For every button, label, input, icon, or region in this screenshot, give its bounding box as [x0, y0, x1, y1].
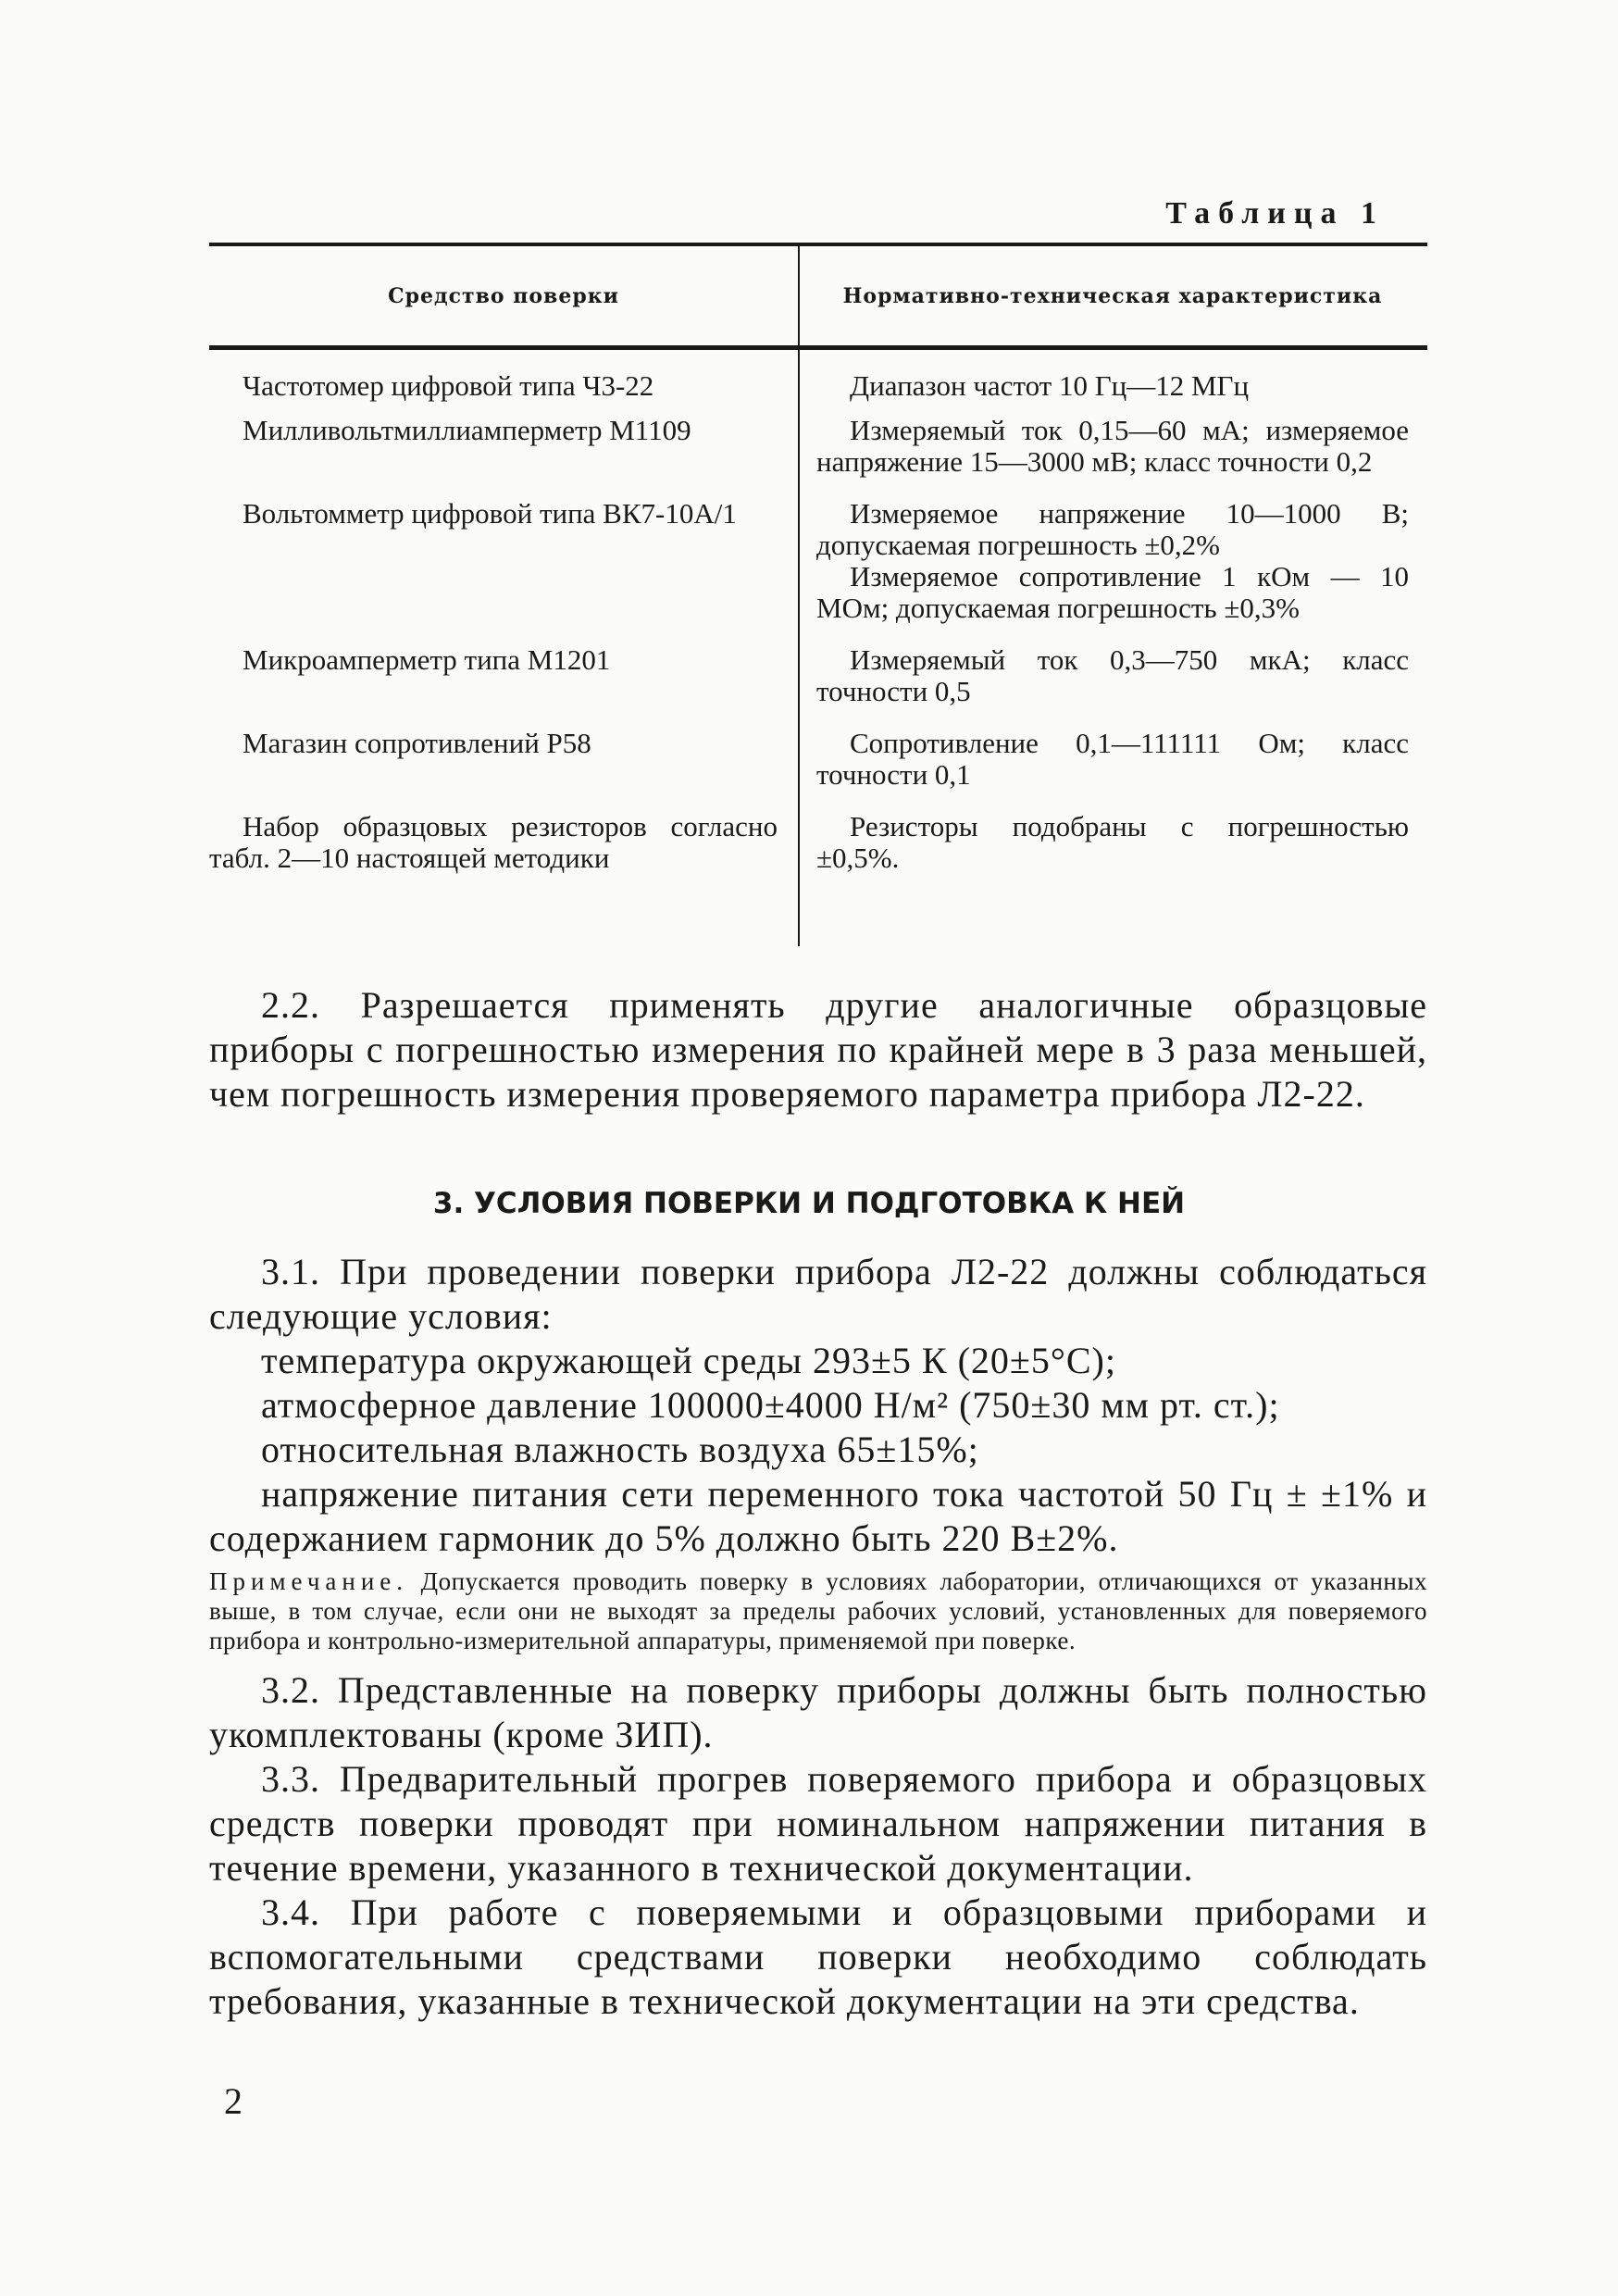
table-cell-spec-line: Измеряемое напряжение 10—1000 В; допускаемая погрешность ±0,2% [816, 497, 1409, 561]
paragraph-2-2: 2.2. Разрешается применять другие аналогичные образцовые приборы с погрешностью измерения по крайней мере в 3 раза меньшей, чем погрешность измерения проверяемого параметра прибора Л2-22. [209, 984, 1427, 1115]
paragraph-3-3: 3.3. Предварительный прогрев поверяемого прибора и образцовых средств поверки проводят при номинальном напряжении питания в течение времени, указанного в технической документации. [209, 1758, 1427, 1889]
condition-item: напряжение питания сети переменного тока частотой 50 Гц ± ±1% и содержанием гармоник до 5% должно быть 220 В±2%. [209, 1473, 1427, 1559]
paragraph-3-1-intro: 3.1. При проведении поверки прибора Л2-22 должны соблюдаться следующие условия: [209, 1251, 1427, 1337]
table-body [209, 370, 1427, 874]
table-row [209, 644, 1427, 707]
table-cell-instrument: Милливольтмиллиамперметр М1109 [243, 414, 691, 446]
table-cell-instrument: Вольтомметр цифровой типа ВК7-10А/1 [243, 497, 737, 530]
table-row [209, 728, 1427, 791]
condition-item: температура окружающей среды 293±5 К (20±5°С); [261, 1340, 1116, 1381]
table-cell-spec [798, 498, 1409, 624]
table-header-col1: Средство поверки [388, 283, 619, 308]
table-cell-instrument: Набор образцовых резисторов согласно табл. 2—10 настоящей методики [209, 810, 778, 874]
note-label: Примечание. [209, 1567, 409, 1595]
table-cell-instrument: Магазин сопротивлений Р58 [243, 727, 591, 759]
table-row [209, 415, 1427, 478]
paragraph-3-2: 3.2. Представленные на поверку приборы должны быть полностью укомплектованы (кроме ЗИП). [209, 1669, 1427, 1755]
table-row [209, 811, 1427, 874]
paragraph-2-2-block [209, 983, 1427, 1117]
table-row [209, 498, 1427, 624]
table-cell-spec: Измеряемый ток 0,15—60 мА; измеряемое напряжение 15—3000 мВ; класс точности 0,2 [816, 414, 1409, 478]
table-cell-spec: Резисторы подобраны с погрешностью ±0,5%. [816, 810, 1409, 874]
note-text: Допускается проводить поверку в условиях лаборатории, отличающихся от указанных выше, в том случае, если они не выходят за пределы рабочих условий, установленных для поверяемого прибора и контрольно-измерительной аппаратуры, применяемой при поверке. [209, 1567, 1427, 1654]
note [209, 1566, 1427, 1655]
table-cell-spec: Диапазон частот 10 Гц—12 МГц [850, 369, 1250, 402]
table-caption: Таблица 1 [1165, 196, 1385, 231]
table-header-rule [209, 345, 1427, 350]
section-title: 3. УСЛОВИЯ ПОВЕРКИ И ПОДГОТОВКА К НЕЙ [432, 1187, 1186, 1220]
paragraph-3-4: 3.4. При работе с поверяемыми и образцовыми приборами и вспомогательными средствами поверки необходимо соблюдать требования, указанные в технической документации на эти средства. [209, 1891, 1427, 2022]
table-cell-spec: Сопротивление 0,1—111111 Ом; класс точности 0,1 [816, 727, 1409, 791]
table-cell-instrument: Частотомер цифровой типа Ч3-22 [243, 369, 654, 402]
table-row [209, 370, 1427, 402]
section-3-body [209, 1250, 1427, 2024]
condition-item: атмосферное давление 100000±4000 Н/м² (750±30 мм рт. ст.); [261, 1384, 1280, 1426]
table-header-col2: Нормативно-техническая характеристика [842, 283, 1383, 308]
page-number: 2 [224, 2080, 243, 2122]
table-header-row [209, 246, 1427, 345]
table-cell-instrument: Микроамперметр типа М1201 [243, 643, 611, 676]
verification-table [209, 243, 1427, 874]
table-cell-spec: Измеряемый ток 0,3—750 мкА; класс точности 0,5 [816, 643, 1409, 707]
condition-item: относительная влажность воздуха 65±15%; [261, 1429, 979, 1470]
table-cell-spec-line: Измеряемое сопротивление 1 кОм — 10 МОм; допускаемая погрешность ±0,3% [816, 560, 1409, 624]
